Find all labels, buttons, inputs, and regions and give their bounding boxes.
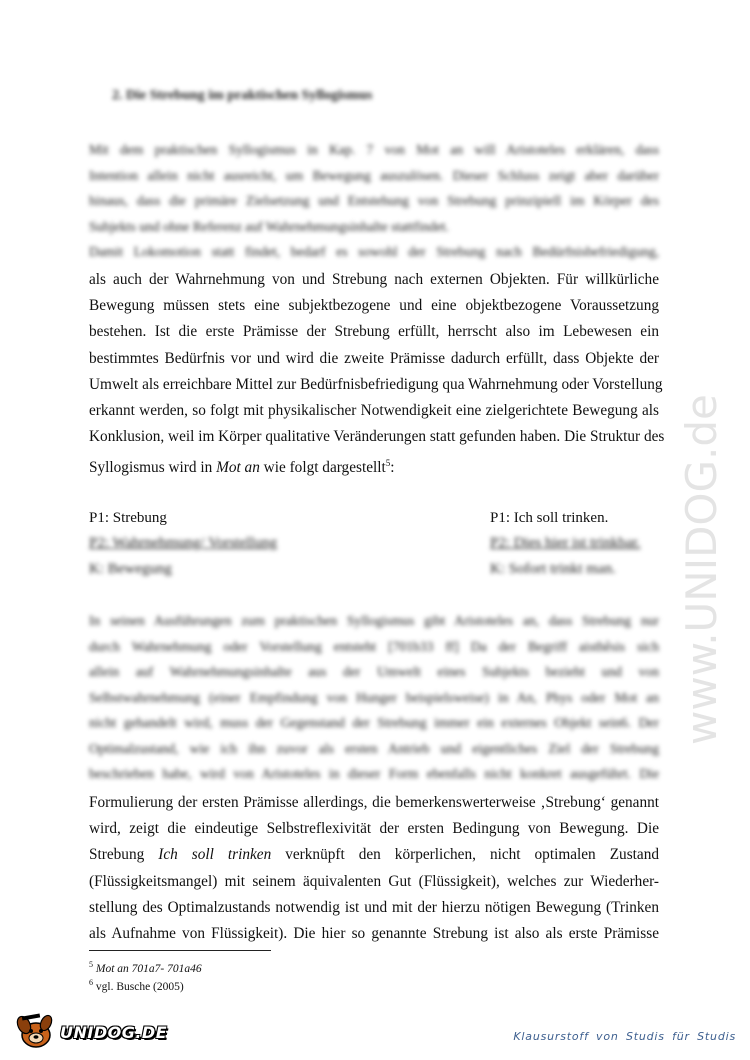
text-line: wird, zeigt die eindeutige Selbstreflexivität der ersten Bedingung von Bewegung. Die xyxy=(89,820,659,838)
conclusion-left: K: Bewegung xyxy=(89,561,172,577)
watermark-text: www.UNIDOG.de xyxy=(677,394,726,745)
text-line: Formulierung der ersten Prämisse allerdings, die bemerkenswerterweise ‚Strebung‘ genannt xyxy=(89,794,659,811)
paragraph-2-blurred xyxy=(89,608,659,787)
footnote-text: Mot an 701a7- 701a46 xyxy=(95,962,202,975)
footnote-6 xyxy=(89,976,202,994)
footnote-number: 6 xyxy=(89,977,93,987)
unidog-logo[interactable] xyxy=(14,1015,168,1051)
dog-icon xyxy=(14,1011,58,1051)
text-line: bestimmtes Bedürfnis vor und wird die zweite Prämisse dadurch erfüllt, dass Objekte der xyxy=(89,349,659,367)
text-line: hinaus, dass die primäre Zielsetzung und Entstehung von Strebung prinzipiell im Körper des xyxy=(89,193,659,208)
paragraph-1-visible xyxy=(89,267,665,482)
paragraph-2-visible xyxy=(89,790,659,947)
text-run: Syllogismus wird in xyxy=(89,459,217,477)
premise-1-right: P1: Ich soll trinken. xyxy=(490,510,609,526)
text-run: Strebung xyxy=(89,846,159,864)
text-line: Mit dem praktischen Syllogismus in Kap. 7 von Mot an will Aristoteles erklären, dass xyxy=(89,142,659,157)
premise-2-right: P2: Dies hier ist trinkbar. xyxy=(490,535,641,551)
footnote-ref: 5 xyxy=(385,458,391,469)
premise-1-left: P1: Strebung xyxy=(89,510,167,526)
text-line: (Flüssigkeitsmangel) mit seinem äquivalenten Gut (Flüssigkeit), welches zur Wiederher- xyxy=(89,872,659,890)
italic-title: Mot an xyxy=(216,459,260,477)
premise-2-left: P2: Wahrnehmung/ Vorstellung xyxy=(89,535,277,551)
text-line: nicht gehandelt wird, muss der Gegenstand der Strebung immer ein externes Objekt sein6. Der xyxy=(89,715,659,730)
text-line xyxy=(89,842,659,868)
watermark xyxy=(672,250,732,750)
footnote-number: 5 xyxy=(89,960,93,969)
text-line: Bewegung müssen stets eine subjektbezogene und eine objektbezogene Voraussetzung xyxy=(89,297,659,315)
text-run: verknüpft den körperlichen, nicht optimalen Zustand xyxy=(271,846,659,864)
text-line: Optimalzustand, wie ich ihn zuvor als ersten Antrieb und eigentliches Ziel der Strebung xyxy=(89,740,659,756)
text-line: durch Wahrnehmung oder Vorstellung entsteht [701b33 ff] Da der Begriff aisthêsis sich xyxy=(89,638,659,654)
text-line: als auch der Wahrnehmung von und Strebung nach externen Objekten. Für willkürliche xyxy=(89,271,659,288)
footnotes xyxy=(89,958,202,994)
footer-slogan: Klausurstoff von Studis für Studis xyxy=(513,1030,736,1043)
text-line: bestehen. Ist die erste Prämisse der Strebung erfüllt, herrscht also im Lebewesen ein xyxy=(89,323,659,341)
text-line: erkannt werden, so folgt mit physikalischer Notwendigkeit eine zielgerichtete Bewegung als xyxy=(89,402,659,420)
text-line: als Aufnahme von Flüssigkeit). Die hier so genannte Strebung ist also als erste Prämisse xyxy=(89,925,659,943)
text-line: Selbstwahrnehmung (einer Empfindung von Hunger beispielsweise) in An, Phys oder Mot an xyxy=(89,689,659,705)
text-line: Subjekts und ohne Referenz auf Wahrnehmungsinhalte stattfindet. xyxy=(89,218,449,234)
footnote-divider xyxy=(89,950,271,951)
text-line: stellung des Optimalzustands notwendig ist und mit der hierzu nötigen Bewegung (Trinken xyxy=(89,898,659,916)
text-line: Damit Lokomotion statt findet, bedarf es sowohl der Strebung nach Bedürfnisbefriedigung, xyxy=(89,244,659,259)
logo-text: UNIDOG.DE xyxy=(60,1023,168,1042)
footnote-5 xyxy=(89,958,202,976)
text-run: wie folgt dargestellt xyxy=(259,459,386,477)
text-line: In seinen Ausführungen zum praktischen Syllogismus gibt Aristoteles an, dass Strebung nur xyxy=(89,613,659,628)
text-line: Konklusion, weil im Körper qualitative Veränderungen statt gefunden haben. Die Struktur des xyxy=(89,428,665,446)
footnote-text: vgl. Busche (2005) xyxy=(95,980,184,993)
text-run: : xyxy=(390,459,395,477)
text-line: Umwelt als erreichbare Mittel zur Bedürfnisbefriedigung qua Wahrnehmung oder Vorstellung xyxy=(89,375,663,393)
conclusion-right: K: Sofort trinkt man. xyxy=(490,561,616,577)
text-line: beschrieben habe, wird von Aristoteles in dieser Form ebenfalls nicht konkret ausgeführt. Die xyxy=(89,766,659,781)
text-line: Intention allein nicht ausreicht, um Bewegung auszulösen. Dieser Schluss zeigt aber darüber xyxy=(89,167,659,183)
italic-quote: Ich soll trinken xyxy=(158,846,272,864)
text-line: allein auf Wahrnehmungsinhalte aus der Umwelt eines Subjekts bezieht und von xyxy=(89,664,659,679)
paragraph-1-blurred xyxy=(89,137,659,265)
text-line xyxy=(89,450,659,481)
section-heading: 2. Die Strebung im praktischen Syllogismus xyxy=(112,88,373,103)
